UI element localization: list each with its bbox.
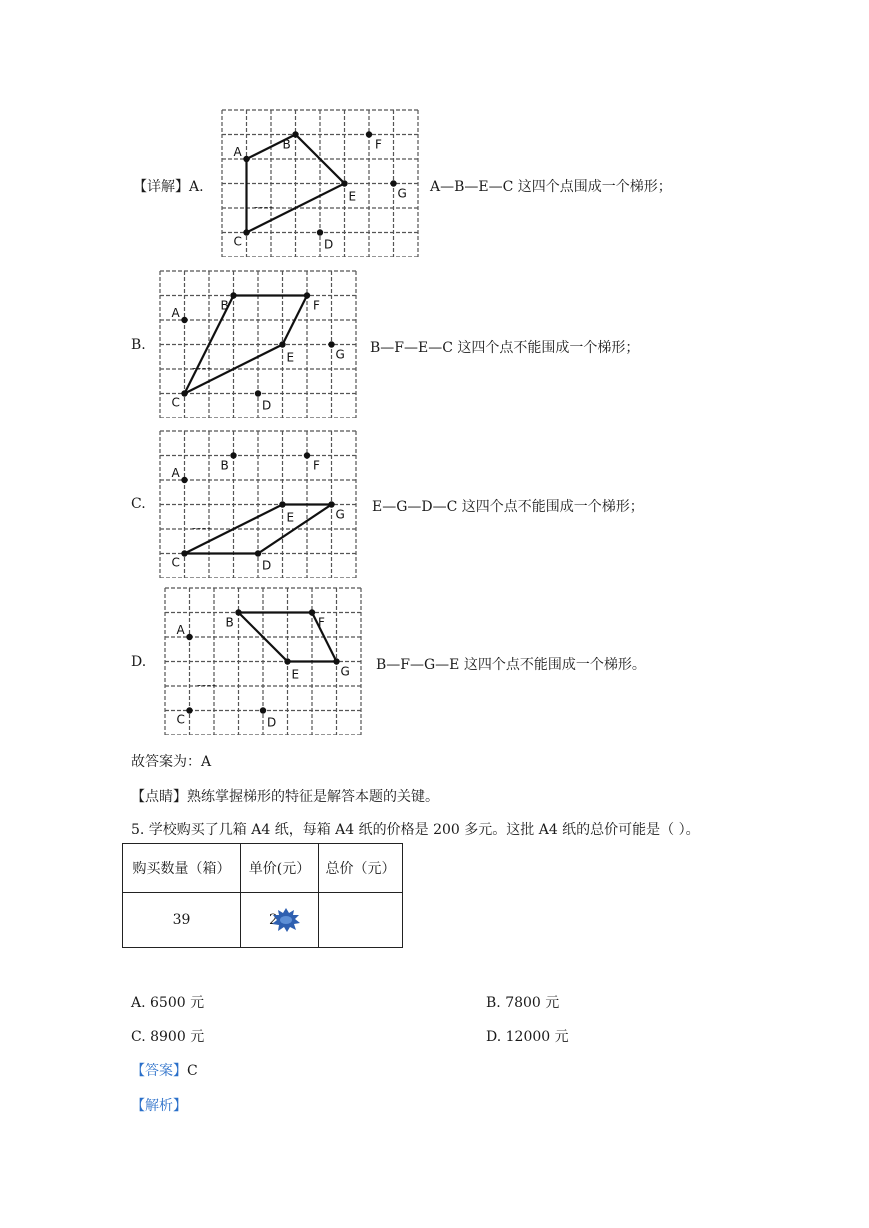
point-f (309, 609, 315, 615)
point-label-g: G (335, 347, 345, 362)
point-label-c: C (176, 712, 185, 727)
grid-svg-c (157, 428, 357, 578)
point-label-b: B (225, 615, 234, 630)
point-g (390, 180, 396, 186)
point-label-c: C (233, 234, 242, 249)
point-c (243, 229, 249, 235)
point-label-a: A (176, 623, 185, 637)
point-label-c: C (171, 555, 180, 570)
point-e (279, 501, 285, 507)
table-header-cell: 购买数量（箱） (123, 844, 241, 893)
point-b (235, 609, 241, 615)
figure-b-grid (157, 268, 357, 418)
point-b (292, 131, 298, 137)
point-d (255, 390, 261, 396)
price-table (122, 843, 403, 948)
detail-a-text: A—B—E—C 这四个点围成一个梯形； (430, 179, 672, 195)
point-e (341, 180, 347, 186)
answer-tag: 【答案】 (131, 1063, 187, 1079)
point-label-g: G (340, 664, 350, 679)
question-5-text: 5. 学校购买了几箱 A4 纸，每箱 A4 纸的价格是 200 多元。这批 A4 纸的总价可能是（ ）。 (131, 822, 700, 838)
answer-line: 故答案为：A (131, 754, 212, 770)
point-d (260, 707, 266, 713)
point-label-d: D (267, 715, 277, 730)
point-label-a: A (171, 306, 180, 320)
point-a (181, 477, 187, 483)
point-label-f: F (313, 298, 320, 313)
grid-svg-a (219, 107, 419, 257)
table-header-row (123, 844, 403, 893)
point-g (328, 341, 334, 347)
point-label-g: G (397, 186, 407, 201)
point-a (243, 156, 249, 162)
figure-a-grid (219, 107, 419, 257)
point-label-e: E (348, 189, 357, 204)
table-cell-unit-price (241, 893, 319, 948)
point-label-b: B (282, 137, 291, 152)
option-b: B. 7800 元 (486, 995, 560, 1011)
point-e (284, 658, 290, 664)
point-b (230, 452, 236, 458)
grid-svg-d (162, 585, 362, 735)
point-label-e: E (286, 510, 295, 525)
point-label-e: E (291, 667, 300, 682)
option-a: A. 6500 元 (131, 995, 205, 1011)
figure-c-grid (157, 428, 357, 578)
point-label-a: A (171, 466, 180, 480)
detail-a-prefix: 【详解】A. (133, 179, 204, 195)
table-row (123, 893, 403, 948)
point-label-f: F (375, 137, 382, 152)
point-c (186, 707, 192, 713)
figure-d-grid (162, 585, 362, 735)
point-g (333, 658, 339, 664)
point-c (181, 390, 187, 396)
point-label-a: A (233, 145, 242, 159)
point-label-c: C (171, 395, 180, 410)
point-d (317, 229, 323, 235)
ink-blot-icon (271, 907, 301, 933)
point-label-g: G (335, 507, 345, 522)
grid-svg-b (157, 268, 357, 418)
point-g (328, 501, 334, 507)
point-label-b: B (220, 458, 229, 473)
detail-b-text: B—F—E—C 这四个点不能围成一个梯形； (370, 340, 640, 356)
detail-c-text: E—G—D—C 这四个点不能围成一个梯形； (372, 499, 644, 515)
detail-d-label: D. (131, 654, 147, 670)
table-header-cell: 单价(元） (241, 844, 319, 893)
option-d: D. 12000 元 (486, 1029, 569, 1045)
point-label-d: D (262, 558, 272, 573)
detail-b-label: B. (131, 337, 146, 353)
unit-price-digit: 2 (269, 912, 278, 928)
point-label-b: B (220, 298, 229, 313)
table-header-cell: 总价（元） (319, 844, 403, 893)
dianjing-note: 【点睛】熟练掌握梯形的特征是解答本题的关键。 (131, 789, 439, 805)
point-e (279, 341, 285, 347)
answer-tag-line (131, 1060, 198, 1080)
answer-value: C (187, 1063, 198, 1079)
analysis-tag: 【解析】 (131, 1098, 187, 1114)
point-label-e: E (286, 350, 295, 365)
point-label-f: F (318, 615, 325, 630)
option-c: C. 8900 元 (131, 1029, 205, 1045)
point-label-d: D (262, 398, 272, 413)
point-a (181, 317, 187, 323)
point-b (230, 292, 236, 298)
point-label-f: F (313, 458, 320, 473)
table-cell-total (319, 893, 403, 948)
table-cell-quantity: 39 (123, 893, 241, 948)
detail-c-label: C. (131, 496, 146, 512)
detail-d-text: B—F—G—E 这四个点不能围成一个梯形。 (376, 657, 646, 673)
point-f (304, 452, 310, 458)
point-label-d: D (324, 237, 334, 252)
point-a (186, 634, 192, 640)
point-d (255, 550, 261, 556)
point-f (366, 131, 372, 137)
point-f (304, 292, 310, 298)
point-c (181, 550, 187, 556)
